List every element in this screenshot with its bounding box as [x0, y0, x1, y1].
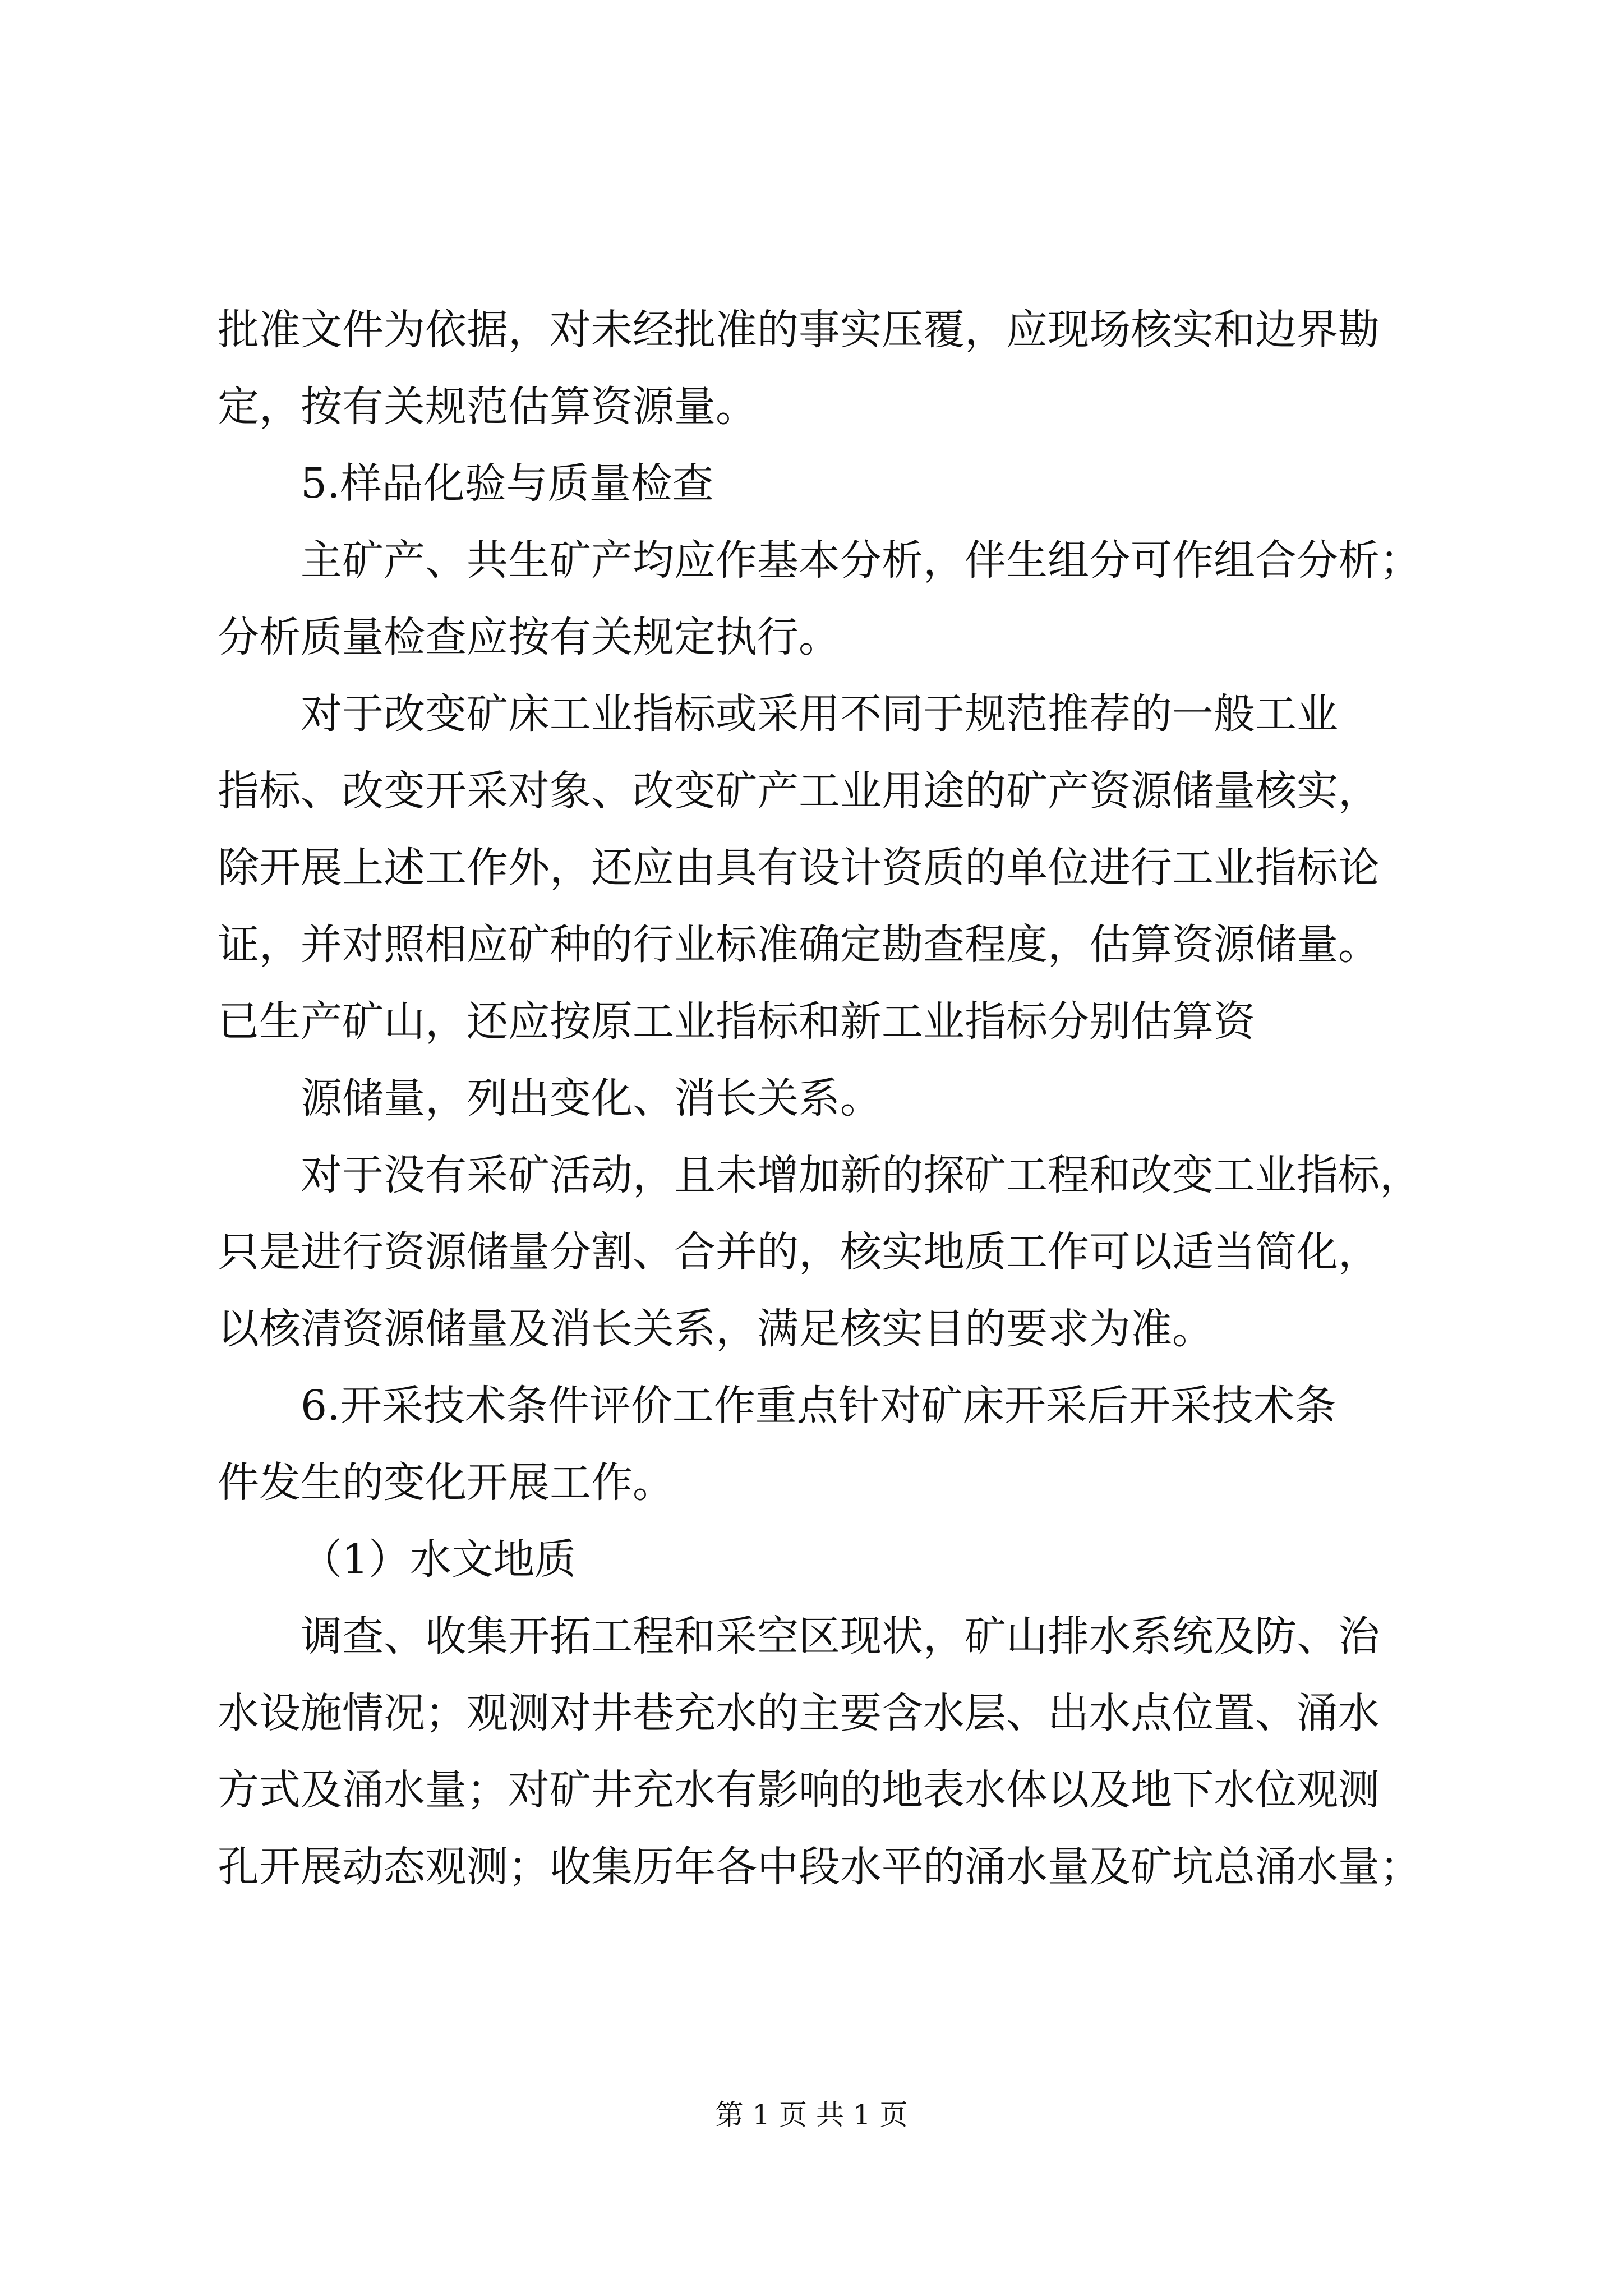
text-line: 以核清资源储量及消长关系，满足核实目的要求为准。 — [218, 1305, 1214, 1353]
text-line: 分析质量检查应按有关规定执行。 — [218, 613, 840, 661]
text-line: 已生产矿山，还应按原工业指标和新工业指标分别估算资 — [218, 997, 1255, 1046]
section-heading: 5.样品化验与质量检查 — [301, 459, 714, 508]
text-line: 方式及涌水量；对矿井充水有影响的地表水体以及地下水位观测 — [218, 1766, 1380, 1814]
section-heading: 6.开采技术条件评价工作重点针对矿床开采后开采技术条 — [301, 1382, 1336, 1430]
page-footer: 第 1 页 共 1 页 — [715, 2099, 908, 2131]
text-line: 证，并对照相应矿种的行业标准确定勘查程度，估算资源储量。 — [218, 921, 1380, 969]
text-line: 只是进行资源储量分割、合并的，核实地质工作可以适当简化， — [218, 1228, 1380, 1276]
text-line: 指标、改变开采对象、改变矿产工业用途的矿产资源储量核实， — [218, 767, 1380, 815]
text-line: 源储量，列出变化、消长关系。 — [301, 1074, 882, 1122]
text-line: 水设施情况；观测对井巷充水的主要含水层、出水点位置、涌水 — [218, 1689, 1380, 1737]
text-line: 件发生的变化开展工作。 — [218, 1458, 674, 1507]
text-line: 主矿产、共生矿产均应作基本分析，伴生组分可作组合分析； — [301, 536, 1421, 585]
text-line: 除开展上述工作外，还应由具有设计资质的单位进行工业指标论 — [218, 844, 1380, 892]
text-line: 对于改变矿床工业指标或采用不同于规范推荐的一般工业 — [301, 690, 1338, 738]
text-line: 对于没有采矿活动，且未增加新的探矿工程和改变工业指标， — [301, 1151, 1421, 1199]
text-line: 定，按有关规范估算资源量。 — [218, 383, 757, 431]
text-line: 调查、收集开拓工程和采空区现状，矿山排水系统及防、治 — [301, 1612, 1380, 1660]
document-body — [218, 292, 1421, 1906]
text-line: 孔开展动态观测；收集历年各中段水平的涌水量及矿坑总涌水量； — [218, 1843, 1421, 1891]
text-line: 批准文件为依据，对未经批准的事实压覆，应现场核实和边界勘 — [218, 306, 1380, 354]
subsection-heading: （1）水文地质 — [301, 1535, 577, 1584]
